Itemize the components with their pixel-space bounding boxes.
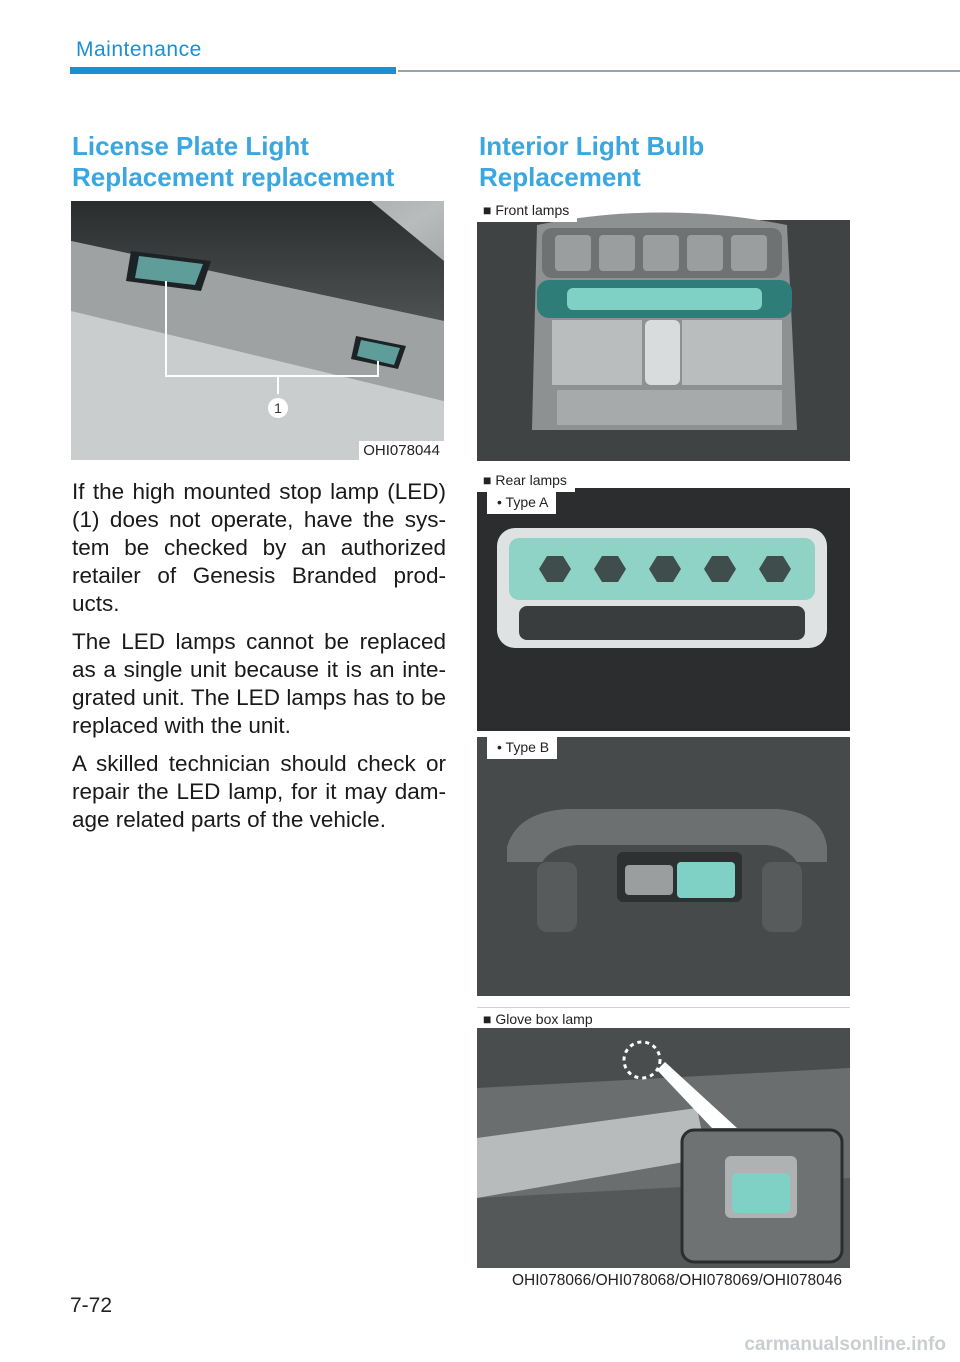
heading-line: License Plate Light	[72, 131, 309, 161]
paragraph: A skilled technician should check or repair the LED lamp, for it may dam-age related parts of the vehicle.	[72, 751, 446, 832]
paragraph: If the high mounted stop lamp (LED) (1) does not operate, have the sys-tem be checked by an authorized retailer of Genesis Branded prod-ucts.	[72, 479, 446, 616]
type-a-label: • Type A	[487, 492, 556, 514]
rear-lamps-label: ■ Rear lamps	[477, 470, 575, 492]
heading-line: Replacement	[479, 162, 641, 192]
front-lamps-photo	[477, 200, 850, 461]
front-lamps-label: ■ Front lamps	[477, 200, 577, 222]
license-plate-heading	[72, 131, 394, 193]
rear-lamps-type-b-photo	[477, 737, 850, 996]
glove-box-label: ■ Glove box lamp	[477, 1009, 601, 1031]
watermark: carmanualsonline.info	[744, 1334, 946, 1355]
glove-label-row	[477, 1007, 850, 1028]
callout-number: 1	[274, 400, 282, 416]
heading-line: Interior Light Bulb	[479, 131, 705, 161]
type-b-label: • Type B	[487, 737, 557, 759]
body-text	[72, 478, 446, 844]
header-rule-accent	[70, 67, 396, 74]
figure-code: OHI078044	[359, 441, 444, 460]
page-number: 7-72	[70, 1294, 113, 1317]
heading-line: Replacement replacement	[72, 162, 395, 192]
stop-lamp-photo	[71, 201, 444, 460]
interior-light-heading	[479, 131, 704, 193]
section-label: Maintenance	[76, 38, 202, 61]
figure-codes: OHI078066/OHI078068/OHI078069/OHI078046	[508, 1271, 846, 1291]
rear-lamps-type-a-photo	[477, 470, 850, 731]
glove-box-photo	[477, 1028, 850, 1268]
header-rule	[398, 70, 960, 72]
paragraph: The LED lamps cannot be replaced as a single unit because it is an inte-grated unit. The LED lamps has to be replaced with the unit.	[72, 629, 446, 738]
